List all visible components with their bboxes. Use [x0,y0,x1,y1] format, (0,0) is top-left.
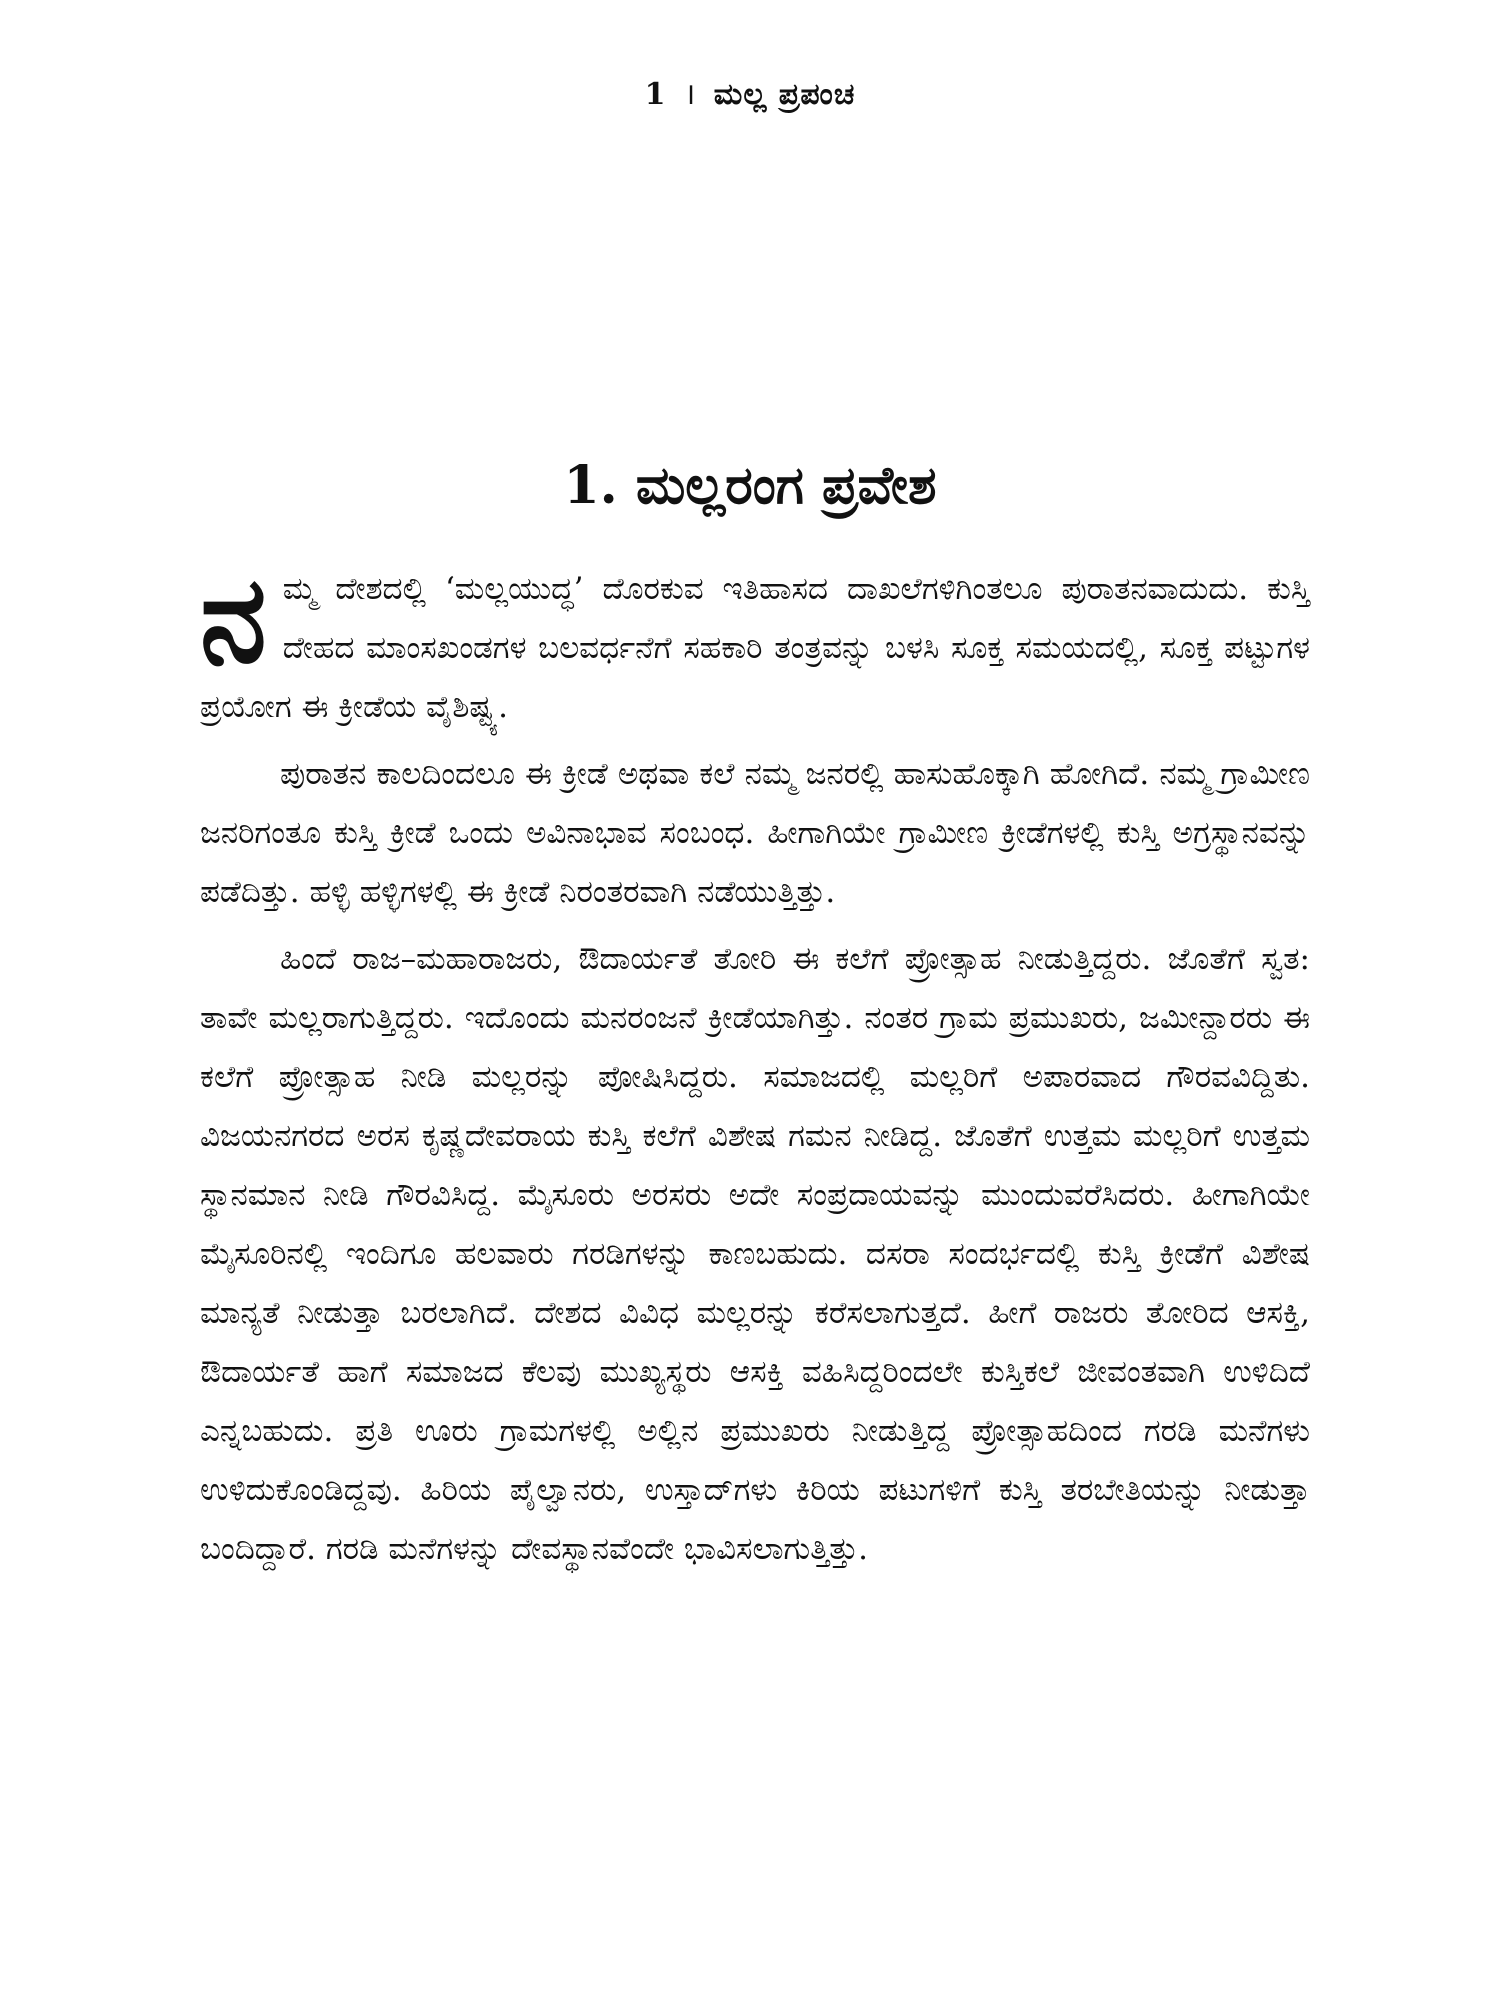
running-head-separator: । [683,77,697,112]
paragraph-3: ಹಿಂದೆ ರಾಜ–ಮಹಾರಾಜರು, ಔದಾರ್ಯತೆ ತೋರಿ ಈ ಕಲೆಗೆ ಪ್ರೋತ್ಸಾಹ ನೀಡುತ್ತಿದ್ದರು. ಜೊತೆಗೆ ಸ್ವತ: ತಾವೇ ಮಲ್ಲರಾಗುತ್ತಿದ್ದರು. ಇದೊಂದು ಮನರಂಜನೆ ಕ್ರೀಡೆಯಾಗಿತ್ತು. ನಂತರ ಗ್ರಾಮ ಪ್ರಮುಖರು, ಜಮೀನ್ದಾರರು ಈ ಕಲೆಗೆ ಪ್ರೋತ್ಸಾಹ ನೀಡಿ ಮಲ್ಲರನ್ನು ಪೋಷಿಸಿದ್ದರು. ಸಮಾಜದಲ್ಲಿ ಮಲ್ಲರಿಗೆ ಅಪಾರವಾದ ಗೌರವವಿದ್ದಿತು. ವಿಜಯನಗರದ ಅರಸ ಕೃಷ್ಣದೇವರಾಯ ಕುಸ್ತಿ ಕಲೆಗೆ ವಿಶೇಷ ಗಮನ ನೀಡಿದ್ದ. ಜೊತೆಗೆ ಉತ್ತಮ ಮಲ್ಲರಿಗೆ ಉತ್ತಮ ಸ್ಥಾನಮಾನ ನೀಡಿ ಗೌರವಿಸಿದ್ದ. ಮೈಸೂರು ಅರಸರು ಅದೇ ಸಂಪ್ರದಾಯವನ್ನು ಮುಂದುವರೆಸಿದರು. ಹೀಗಾಗಿಯೇ ಮೈಸೂರಿನಲ್ಲಿ ಇಂದಿಗೂ ಹಲವಾರು ಗರಡಿಗಳನ್ನು ಕಾಣಬಹುದು. ದಸರಾ ಸಂದರ್ಭದಲ್ಲಿ ಕುಸ್ತಿ ಕ್ರೀಡೆಗೆ ವಿಶೇಷ ಮಾನ್ಯತೆ ನೀಡುತ್ತಾ ಬರಲಾಗಿದೆ. ದೇಶದ ವಿವಿಧ ಮಲ್ಲರನ್ನು ಕರೆಸಲಾಗುತ್ತದೆ. ಹೀಗೆ ರಾಜರು ತೋರಿದ ಆಸಕ್ತಿ, ಔದಾರ್ಯತೆ ಹಾಗೆ ಸಮಾಜದ ಕೆಲವು ಮುಖ್ಯಸ್ಥರು ಆಸಕ್ತಿ ವಹಿಸಿದ್ದರಿಂದಲೇ ಕುಸ್ತಿಕಲೆ ಜೀವಂತವಾಗಿ ಉಳಿದಿದೆ ಎನ್ನಬಹುದು. ಪ್ರತಿ ಊರು ಗ್ರಾಮಗಳಲ್ಲಿ ಅಲ್ಲಿನ ಪ್ರಮುಖರು ನೀಡುತ್ತಿದ್ದ ಪ್ರೋತ್ಸಾಹದಿಂದ ಗರಡಿ ಮನೆಗಳು ಉಳಿದುಕೊಂಡಿದ್ದವು. ಹಿರಿಯ ಪೈಲ್ವಾನರು, ಉಸ್ತಾದ್‌ಗಳು ಕಿರಿಯ ಪಟುಗಳಿಗೆ ಕುಸ್ತಿ ತರಬೇತಿಯನ್ನು ನೀಡುತ್ತಾ ಬಂದಿದ್ದಾರೆ. ಗರಡಿ ಮನೆಗಳನ್ನು ದೇವಸ್ಥಾನವೆಂದೇ ಭಾವಿಸಲಾಗುತ್ತಿತ್ತು. [200,941,1310,1567]
paragraph-1 [200,549,1310,737]
running-head [0,72,1500,113]
chapter-title: 1. ಮಲ್ಲರಂಗ ಪ್ರವೇಶ [563,455,937,516]
page-number: 1 [644,77,667,112]
paragraph-1-text: ಮ್ಮ ದೇಶದಲ್ಲಿ ‘ಮಲ್ಲಯುದ್ಧ’ ದೊರಕುವ ಇತಿಹಾಸದ ದಾಖಲೆಗಳಿಗಿಂತಲೂ ಪುರಾತನವಾದುದು. ಕುಸ್ತಿ ದೇಹದ ಮಾಂಸಖಂಡಗಳ ಬಲವರ್ಧನೆಗೆ ಸಹಕಾರಿ ತಂತ್ರವನ್ನು ಬಳಸಿ ಸೂಕ್ತ ಸಮಯದಲ್ಲಿ, ಸೂಕ್ತ ಪಟ್ಟುಗಳ ಪ್ರಯೋಗ ಈ ಕ್ರೀಡೆಯ ವೈಶಿಷ್ಟ್ಯ. [200,571,1310,725]
chapter-body [200,549,1310,1579]
running-head-title: ಮಲ್ಲ ಪ್ರಪಂಚ [713,77,856,112]
drop-cap: ನ [200,549,267,690]
paragraph-2: ಪುರಾತನ ಕಾಲದಿಂದಲೂ ಈ ಕ್ರೀಡೆ ಅಥವಾ ಕಲೆ ನಮ್ಮ ಜನರಲ್ಲಿ ಹಾಸುಹೊಕ್ಕಾಗಿ ಹೋಗಿದೆ. ನಮ್ಮ ಗ್ರಾಮೀಣ ಜನರಿಗಂತೂ ಕುಸ್ತಿ ಕ್ರೀಡೆ ಒಂದು ಅವಿನಾಭಾವ ಸಂಬಂಧ. ಹೀಗಾಗಿಯೇ ಗ್ರಾಮೀಣ ಕ್ರೀಡೆಗಳಲ್ಲಿ ಕುಸ್ತಿ ಅಗ್ರಸ್ಥಾನವನ್ನು ಪಡೆದಿತ್ತು. ಹಳ್ಳಿ ಹಳ್ಳಿಗಳಲ್ಲಿ ಈ ಕ್ರೀಡೆ ನಿರಂತರವಾಗಿ ನಡೆಯುತ್ತಿತ್ತು. [200,756,1310,910]
